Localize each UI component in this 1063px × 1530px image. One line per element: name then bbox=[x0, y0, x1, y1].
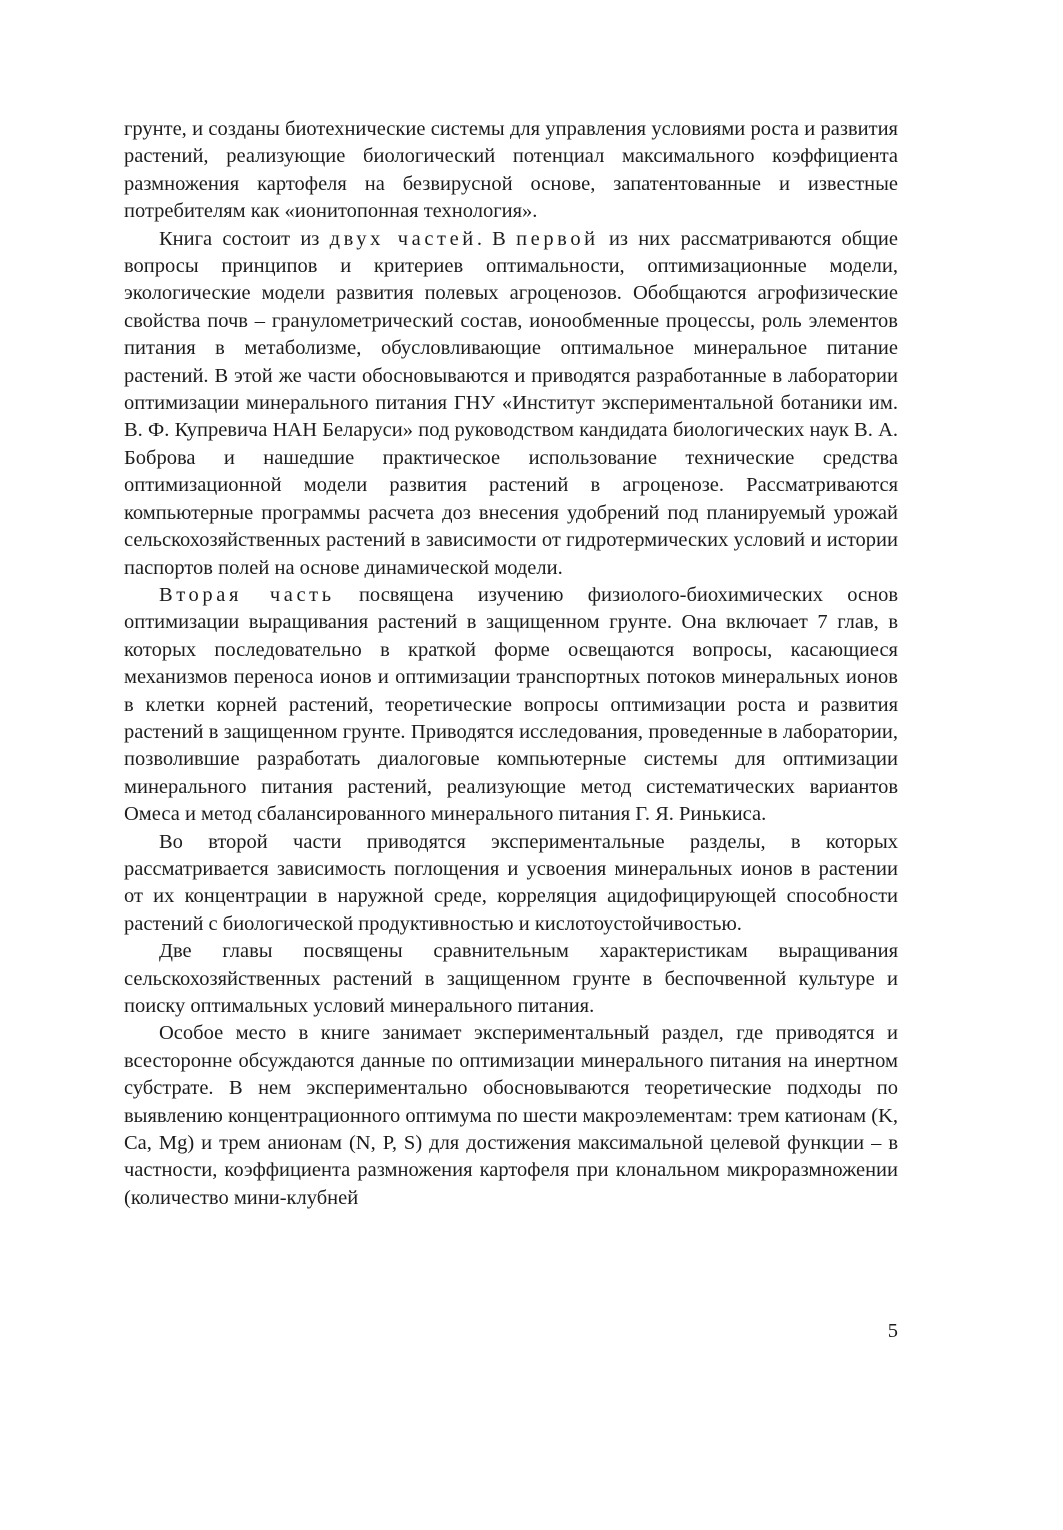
page-number: 5 bbox=[887, 1320, 898, 1342]
paragraph-1 bbox=[124, 116, 898, 226]
body-text bbox=[124, 116, 898, 1212]
emphasis-first: первой bbox=[516, 227, 599, 250]
paragraph-5-text: Две главы посвящены сравнительным характеристикам выращивания сельскохозяйственных растений в защищенном грунте в беспочвенной культуре и поиску оптимальных условий минерального питания. bbox=[124, 940, 898, 1017]
paragraph-3-text: посвящена изучению физиолого-биохимических основ оптимизации выращивания растений в защищенном грунте. Она включает 7 глав, в которых последовательно в краткой форме освещаются вопросы, касающиеся механизмов переноса ионов и оптимизации транспортных потоков минеральных ионов в клетки корней растений, теоретические вопросы оптимизации роста и развития растений в защищенном грунте. Приводятся исследования, проведенные в лаборатории, позволившие разработать диалоговые компьютерные системы для оптимизации минерального питания растений, реализующие метод систематических вариантов Омеса и метод сбалансированного минерального питания Г. Я. Ринькиса. bbox=[124, 583, 898, 826]
paragraph-6 bbox=[124, 1020, 898, 1212]
paragraph-6-text: Особое место в книге занимает экспериментальный раздел, где приводятся и всесторонне обсуждаются данные по оптимизации минерального питания на инертном субстрате. В нем экспериментально обосновываются теоретические подходы по выявлению концентрационного оптимума по шести макроэлементам: трем катионам (K, Ca, Mg) и трем анионам (N, P, S) для достижения максимальной целевой функции – в частности, коэффициента размножения картофеля при клональном микроразмножении (количество мини-клубней bbox=[124, 1022, 898, 1209]
emphasis-two-parts: двух частей bbox=[329, 227, 477, 250]
paragraph-2 bbox=[124, 226, 898, 582]
paragraph-1-text: грунте, и созданы биотехнические системы для управления условиями роста и развития растений, реализующие биологический потенциал максимального коэффициента размножения картофеля на безвирусной основе, запатентованные и известные потребителям как «ионитопонная технология». bbox=[124, 118, 898, 223]
paragraph-4 bbox=[124, 829, 898, 939]
paragraph-2-text-a: Книга состоит из bbox=[159, 227, 330, 250]
paragraph-4-text: Во второй части приводятся экспериментальные разделы, в которых рассматривается зависимость поглощения и усвоения минеральных ионов в растении от их концентрации в наружной среде, корреляция ацидофицирующей способности растений с биологической продуктивностью и кислотоустойчивостью. bbox=[124, 830, 898, 935]
paragraph-2-text-e: из них рассматриваются общие вопросы принципов и критериев оптимальности, оптимизационные модели, экологические модели развития полевых агроценозов. Обобщаются агрофизические свойства почв – гранулометрический состав, ионообменные процессы, роль элементов питания в метаболизме, обусловливающие оптимальное минеральное питание растений. В этой же части обосновываются и приводятся разработанные в лаборатории оптимизации минерального питания ГНУ «Институт экспериментальной ботаники им. В. Ф. Купревича НАН Беларуси» под руководством кандидата биологических наук В. А. Боброва и нашедшие практическое использование технические средства оптимизационной модели развития растений в агроценозе. Рассматриваются компьютерные программы расчета доз внесения удобрений под планируемый урожай сельскохозяйственных растений в зависимости от гидротермических условий и истории паспортов полей на основе динамической модели. bbox=[124, 227, 898, 579]
paragraph-3 bbox=[124, 582, 898, 829]
paragraph-2-text-c: . В bbox=[476, 227, 517, 250]
emphasis-second-part: Вторая часть bbox=[159, 583, 335, 606]
paragraph-5 bbox=[124, 938, 898, 1020]
